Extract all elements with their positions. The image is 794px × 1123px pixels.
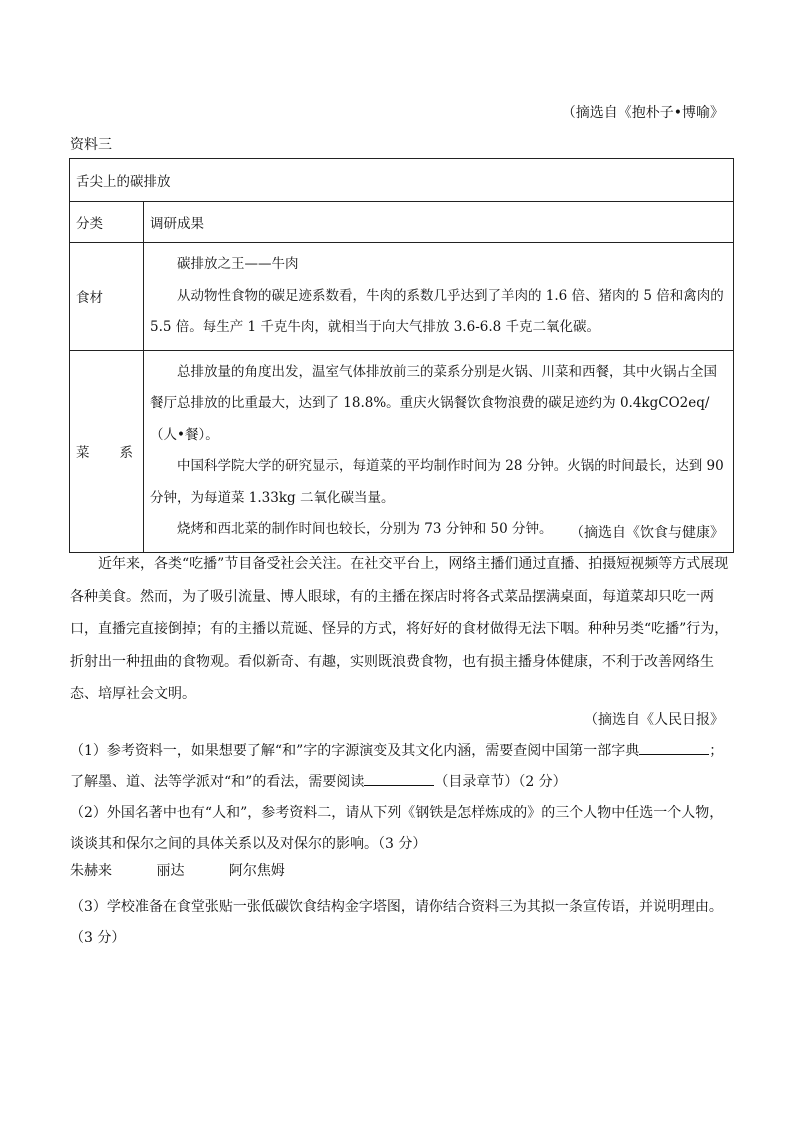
source-citation-1: （摘选自《抱朴子•博喻》 [561, 105, 724, 121]
question-1-text-b: ；了解墨、道、法等学派对“和”的看法，需要阅读 [70, 743, 724, 790]
carbon-emission-table [69, 158, 734, 553]
character-name: 朱赫来 [70, 863, 112, 879]
row-label-cuisine [70, 350, 144, 552]
character-names [70, 860, 325, 880]
cuisine-label-right: 系 [119, 445, 133, 461]
cuisine-paragraph: 总排放量的角度出发，温室气体排放前三的菜系分别是火锅、川菜和西餐，其中火锅占全国餐厅总排放的比重最大，达到了 18.8%。重庆火锅餐饮食物浪费的碳足迹约为 0.4kgCO2eq/（人•餐）。 [150, 363, 717, 443]
table-title: 舌尖上的碳排放 [70, 159, 734, 202]
question-3: （3）学校准备在食堂张贴一张低碳饮食结构金字塔图，请你结合资料三为其拟一条宣传语，并说明理由。（3 分） [70, 899, 723, 946]
cuisine-label-left: 菜 [76, 445, 90, 461]
food-findings [144, 243, 734, 351]
header-category: 分类 [70, 202, 144, 243]
header-findings: 调研成果 [144, 202, 734, 243]
answer-blank-2[interactable] [364, 773, 434, 786]
material-3-label: 资料三 [70, 137, 112, 153]
question-2: （2）外国名著中也有“人和”，参考资料二，请从下列《钢铁是怎样炼成的》的三个人物中任选一个人物，谈谈其和保尔之间的具体关系以及对保尔的影响。（3 分） [70, 805, 724, 852]
character-name: 阿尔焦姆 [228, 863, 285, 879]
answer-blank-1[interactable] [639, 742, 709, 755]
food-paragraph: 从动物性食物的碳足迹系数看，牛肉的系数几乎达到了羊肉的 1.6 倍、猪肉的 5 倍和禽肉的 5.5 倍。每生产 1 千克牛肉，就相当于向大气排放 3.6-6.8 千克二氧化碳。 [150, 287, 724, 335]
character-name: 丽达 [156, 863, 185, 879]
question-1-text-c: （目录章节）（2 分） [434, 774, 567, 790]
food-paragraph: 碳排放之王——牛肉 [177, 256, 299, 272]
row-label-food: 食材 [70, 243, 144, 351]
cuisine-paragraph: 烧烤和西北菜的制作时间也较长，分别为 73 分钟和 50 分钟。 [177, 521, 553, 537]
source-citation-2: （摘选自《饮食与健康》 [570, 525, 724, 541]
source-citation-3: （摘选自《人民日报》 [584, 712, 724, 728]
cuisine-paragraph: 中国科学院大学的研究显示，每道菜的平均制作时间为 28 分钟。火锅的时间最长，达到 90 分钟，为每道菜 1.33kg 二氧化碳当量。 [150, 458, 724, 506]
question-1-text-a: （1）参考资料一，如果想要了解“和”字的字源演变及其文化内涵，需要查阅中国第一部字典 [70, 743, 640, 759]
question-1 [70, 736, 734, 798]
essay-paragraph: 近年来，各类“吃播”节目备受社会关注。在社交平台上，网络主播们通过直播、拍摄短视频等方式展现各种美食。然而，为了吸引流量、博人眼球，有的主播在探店时将各式菜品摆满桌面，每道菜却只吃一两口，直播完直接倒掉；有的主播以荒诞、怪异的方式，将好好的食材做得无法下咽。种种另类“吃播”行为，折射出一种扭曲的食物观。看似新奇、有趣，实则既浪费食物，也有损主播身体健康，不利于改善网络生态、培厚社会文明。 [70, 556, 729, 702]
